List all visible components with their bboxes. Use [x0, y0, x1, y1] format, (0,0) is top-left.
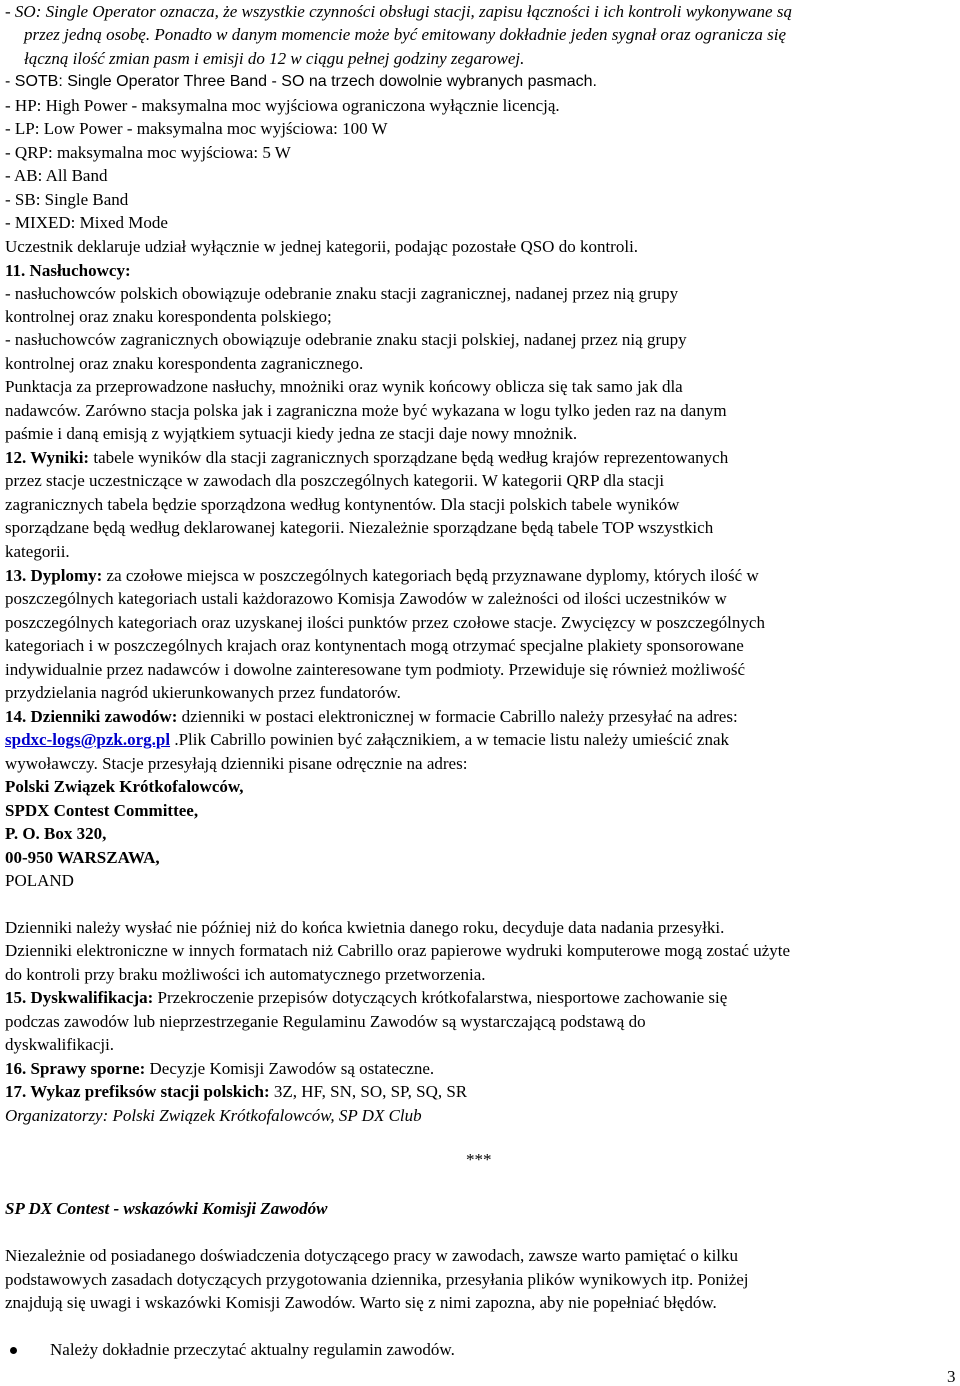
bullet-item: Należy dokładnie przeczytać aktualny regulamin zawodów.: [50, 1340, 455, 1359]
text-line: [5, 1059, 434, 1079]
text-line: sporządzane będą według deklarowanej kategorii. Niezależnie sporządzane będą tabele TOP wszystkich: [5, 518, 714, 537]
text-line: - AB: All Band: [5, 166, 108, 185]
text-line: przydzielania nagród ukierunkowanych przez fundatorów.: [5, 683, 401, 702]
section-heading: 12. Wyniki:: [5, 448, 90, 467]
section-heading: 13. Dyplomy:: [5, 566, 103, 585]
text-line: poszczególnych kategoriach ustali każdorazowo Komisja Zawodów w zależności od ilości uczestników w: [5, 589, 727, 608]
text-line: nadawców. Zarówno stacja polska jak i zagraniczna może być wykazana w logu tylko jeden raz na danym: [5, 401, 727, 420]
text-line: [5, 566, 759, 586]
text-line: łączną ilość zmian pasm i emisji do 12 w ciągu pełnej godziny zegarowej.: [24, 49, 525, 68]
text-span: Przekroczenie przepisów dotyczących krótkofalarstwa, niesportowe zachowanie się: [153, 988, 728, 1007]
text-line: - MIXED: Mixed Mode: [5, 213, 168, 232]
text-span: za czołowe miejsca w poszczególnych kategoriach będą przyznawane dyplomy, których ilość w: [102, 566, 759, 585]
text-line: podstawowych zasadach dotyczących przygotowania dziennika, przesyłania plików wynikowych itp. Poniżej: [5, 1270, 749, 1289]
text-line: [5, 1082, 467, 1102]
text-line: do kontroli przy braku możliwości ich automatycznego przetworzenia.: [5, 965, 486, 984]
text-span: 3Z, HF, SN, SO, SP, SQ, SR: [269, 1082, 468, 1101]
text-span: .Plik Cabrillo powinien być załącznikiem, a w temacie listu należy umieścić znak: [170, 730, 729, 749]
email-link[interactable]: spdxc-logs@pzk.org.pl: [5, 730, 171, 749]
text-line: [5, 988, 727, 1008]
section-heading: 17. Wykaz prefiksów stacji polskich:: [5, 1082, 270, 1101]
section-heading: 11. Nasłuchowcy:: [5, 261, 131, 280]
section-heading: 15. Dyskwalifikacja:: [5, 988, 154, 1007]
bullet-icon: [10, 1347, 17, 1354]
text-line: przez jedną osobę. Ponadto w danym momencie może być emitowany dokładnie jeden sygnał oraz ogranicza się: [24, 25, 787, 44]
text-line: SP DX Contest - wskazówki Komisji Zawodów: [5, 1199, 328, 1218]
text-line: [5, 707, 738, 727]
text-line: Niezależnie od posiadanego doświadczenia dotyczącego pracy w zawodach, zawsze warto pamiętać o kilku: [5, 1246, 739, 1265]
text-span: Decyzje Komisji Zawodów są ostateczne.: [145, 1059, 435, 1078]
text-line: kategorii.: [5, 542, 70, 561]
section-heading: P. O. Box 320,: [5, 824, 107, 843]
text-line: - HP: High Power - maksymalna moc wyjściowa ograniczona wyłącznie licencją.: [5, 96, 560, 115]
text-line: [5, 448, 728, 468]
text-line: poszczególnych kategoriach oraz uzyskanej ilości punktów przez czołowe stacje. Zwycięzcy w poszczególnych: [5, 613, 765, 632]
text-line: znajdują się uwagi i wskazówki Komisji Zawodów. Warto się z nimi zapozna, aby nie popełniać błędów.: [5, 1293, 717, 1312]
text-line: wywoławczy. Stacje przesyłają dzienniki pisane odręcznie na adres:: [5, 754, 468, 773]
text-span: tabele wyników dla stacji zagranicznych sporządzane będą według krajów reprezentowanych: [89, 448, 729, 467]
text-line: [5, 730, 729, 750]
text-line: Organizatorzy: Polski Związek Krótkofalowców, SP DX Club: [5, 1106, 422, 1125]
text-line: kontrolnej oraz znaku korespondenta polskiego;: [5, 307, 332, 326]
section-heading: 14. Dzienniki zawodów:: [5, 707, 178, 726]
text-line: przez stacje uczestniczące w zawodach dla poszczególnych kategorii. W kategorii QRP dla stacji: [5, 471, 665, 490]
text-line: [5, 777, 243, 797]
section-separator: ***: [466, 1150, 492, 1169]
section-heading: SPDX Contest Committee,: [5, 801, 199, 820]
text-line: zagranicznych tabela będzie sporządzona według kontynentów. Dla stacji polskich tabele wyników: [5, 495, 680, 514]
text-line: - QRP: maksymalna moc wyjściowa: 5 W: [5, 143, 291, 162]
text-line: Punktacja za przeprowadzone nasłuchy, mnożniki oraz wynik końcowy oblicza się tak samo jak dla: [5, 377, 683, 396]
text-line: kategoriach i w poszczególnych krajach oraz kontynentach mogą otrzymać specjalne plakiety sponsorowane: [5, 636, 744, 655]
text-line: - nasłuchowców zagranicznych obowiązuje odebranie znaku stacji polskiej, nadanej przez nią grupy: [5, 330, 687, 349]
text-line: - SO: Single Operator oznacza, że wszystkie czynności obsługi stacji, zapisu łączności i ich kontroli wykonywane są: [5, 2, 792, 21]
text-line: Dzienniki elektroniczne w innych formatach niż Cabrillo oraz papierowe wydruki komputerowe mogą zostać użyte: [5, 941, 791, 960]
text-line: Uczestnik deklaruje udział wyłącznie w jednej kategorii, podając pozostałe QSO do kontroli.: [5, 237, 639, 256]
text-line: - LP: Low Power - maksymalna moc wyjściowa: 100 W: [5, 119, 388, 138]
text-line: podczas zawodów lub nieprzestrzeganie Regulaminu Zawodów są wystarczającą podstawą do: [5, 1012, 646, 1031]
text-line: - SB: Single Band: [5, 190, 129, 209]
page-number: 3: [947, 1367, 956, 1386]
text-line: Dzienniki należy wysłać nie później niż do końca kwietnia danego roku, decyduje data nadania przesyłki.: [5, 918, 725, 937]
text-line: [5, 261, 131, 281]
text-line: - SOTB: Single Operator Three Band - SO na trzech dowolnie wybranych pasmach.: [5, 73, 597, 90]
section-heading: Polski Związek Krótkofalowców,: [5, 777, 244, 796]
section-heading: 00-950 WARSZAWA,: [5, 848, 160, 867]
text-line: [5, 824, 106, 844]
text-line: - nasłuchowców polskich obowiązuje odebranie znaku stacji zagranicznej, nadanej przez nią grupy: [5, 284, 679, 303]
text-line: kontrolnej oraz znaku korespondenta zagranicznego.: [5, 354, 364, 373]
text-line: indywidualnie przez nadawców i dowolne zainteresowane tym podmioty. Przewiduje się również możliwość: [5, 660, 746, 679]
text-span: dzienniki w postaci elektronicznej w formacie Cabrillo należy przesyłać na adres:: [177, 707, 738, 726]
text-line: [5, 801, 198, 821]
text-line: paśmie i daną emisją z wyjątkiem sytuacji kiedy jedna ze stacji daje nowy mnożnik.: [5, 424, 578, 443]
text-line: [5, 848, 160, 868]
text-line: POLAND: [5, 871, 74, 890]
text-line: dyskwalifikacji.: [5, 1035, 115, 1054]
section-heading: 16. Sprawy sporne:: [5, 1059, 146, 1078]
